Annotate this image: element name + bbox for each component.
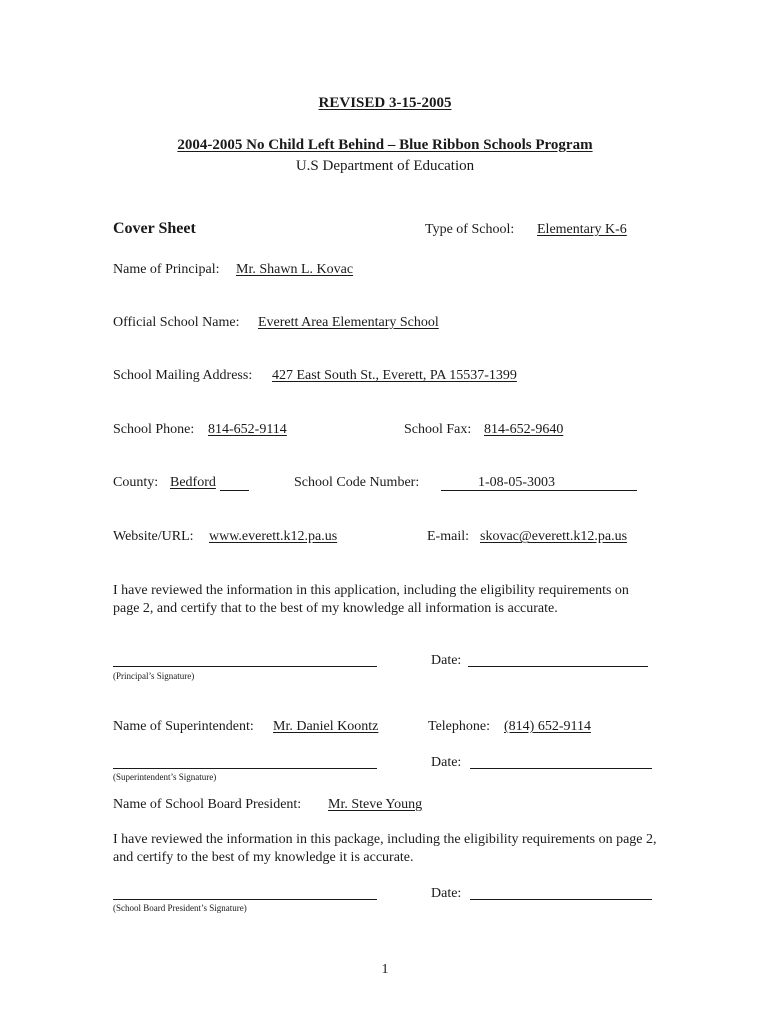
superintendent-signature-caption: (Superintendent’s Signature) xyxy=(113,772,217,782)
principal-label: Name of Principal: xyxy=(113,262,220,277)
fax-label: School Fax: xyxy=(404,422,472,437)
principal-signature-caption: (Principal’s Signature) xyxy=(113,671,195,681)
superintendent-phone-value: (814) 652-9114 xyxy=(504,719,591,734)
principal-signature-line[interactable] xyxy=(113,666,377,667)
superintendent-value: Mr. Daniel Koontz xyxy=(273,719,379,734)
board-president-label: Name of School Board President: xyxy=(113,797,302,812)
certification-statement: I have reviewed the information in this application, including the eligibility requirements on page 2, and certify that to the best of my knowledge all information is accurate. xyxy=(113,583,629,616)
phone-value: 814-652-9114 xyxy=(208,422,287,437)
board-president-signature-line[interactable] xyxy=(113,899,377,900)
board-president-value: Mr. Steve Young xyxy=(328,797,423,812)
county-underline xyxy=(220,490,249,491)
board-date-line[interactable] xyxy=(470,899,652,900)
superintendent-date-label: Date: xyxy=(431,755,462,770)
superintendent-signature-line[interactable] xyxy=(113,768,377,769)
board-president-signature-caption: (School Board President’s Signature) xyxy=(113,903,247,913)
email-label: E-mail: xyxy=(427,529,469,544)
superintendent-label: Name of Superintendent: xyxy=(113,719,254,734)
address-label: School Mailing Address: xyxy=(113,368,253,383)
principal-date-line[interactable] xyxy=(468,666,648,667)
page-number: 1 xyxy=(381,962,389,977)
cover-sheet-heading: Cover Sheet xyxy=(113,220,196,237)
superintendent-phone-label: Telephone: xyxy=(428,719,490,734)
program-title: 2004-2005 No Child Left Behind – Blue Ribbon Schools Program xyxy=(177,137,593,153)
board-date-label: Date: xyxy=(431,886,462,901)
type-of-school-label: Type of School: xyxy=(425,222,515,237)
school-name-value: Everett Area Elementary School xyxy=(258,315,439,330)
principal-date-label: Date: xyxy=(431,653,462,668)
county-value: Bedford xyxy=(170,475,216,490)
phone-label: School Phone: xyxy=(113,422,195,437)
website-label: Website/URL: xyxy=(113,529,194,544)
county-label: County: xyxy=(113,475,159,490)
email-link[interactable]: skovac@everett.k12.pa.us xyxy=(480,529,628,544)
principal-value: Mr. Shawn L. Kovac xyxy=(236,262,354,277)
board-certification-statement: I have reviewed the information in this package, including the eligibility requirements on page 2, and certify to the best of my knowledge it is accurate. xyxy=(113,832,657,865)
fax-value: 814-652-9640 xyxy=(484,422,564,437)
school-code-label: School Code Number: xyxy=(294,475,420,490)
address-value: 427 East South St., Everett, PA 15537-1399 xyxy=(272,368,517,383)
type-of-school-value: Elementary K-6 xyxy=(537,222,627,237)
superintendent-date-line[interactable] xyxy=(470,768,652,769)
revised-date: REVISED 3-15-2005 xyxy=(318,95,452,111)
department-name: U.S Department of Education xyxy=(295,158,475,174)
school-code-value: 1-08-05-3003 xyxy=(478,475,555,490)
school-name-label: Official School Name: xyxy=(113,315,240,330)
website-link[interactable]: www.everett.k12.pa.us xyxy=(209,529,338,544)
